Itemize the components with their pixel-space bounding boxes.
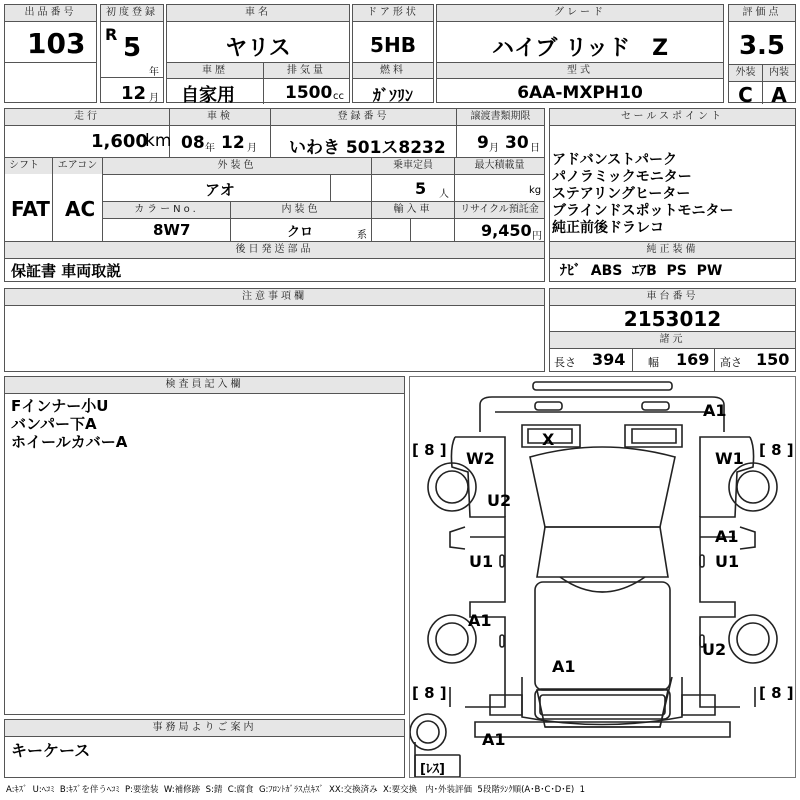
notes-block xyxy=(4,288,545,372)
car-diagram xyxy=(409,376,796,778)
recycle-unit: 円 xyxy=(532,231,542,242)
mark-left-rear-door: A1 xyxy=(468,611,492,630)
tire-front-left: [ 8 ] xyxy=(412,441,447,459)
car-name: ヤリス xyxy=(225,36,291,61)
max-load-label: 最大積載量 xyxy=(455,158,544,174)
grade-cell xyxy=(436,4,724,103)
score-label: 評価点 xyxy=(729,5,795,21)
plate: いわき 501ス8232 xyxy=(289,138,446,158)
exterior-label: 外装 xyxy=(729,65,762,81)
import-label: 輸入車 xyxy=(372,202,454,218)
tire-rear-left: [ 8 ] xyxy=(412,684,447,702)
shift-label: シフト xyxy=(5,158,52,174)
dims-label: 諸元 xyxy=(550,332,795,348)
displacement: 1500 xyxy=(285,83,333,103)
displacement-label: 排気量 xyxy=(264,63,349,79)
car-name-cell xyxy=(166,4,350,106)
tire-front-right: [ 8 ] xyxy=(759,441,794,459)
car-name-label: 車名 xyxy=(167,5,349,21)
ac-label: エアコン xyxy=(53,158,102,174)
recycle: 9,450 xyxy=(481,221,532,240)
legend: A:ｷｽﾞ U:ﾍｺﾐ B:ｷｽﾞを伴うﾍｺﾐ P:要塗装 W:補修跡 S:錆 C:腐食 G:ﾌﾛﾝﾄｶﾞﾗｽ点ｷｽﾞ XX:交換済み X:要交換 内･外装評価 5段階ﾗﾝｸ順(A･B･C･D･E) 1 xyxy=(6,785,586,795)
tire-rear-right: [ 8 ] xyxy=(759,684,794,702)
door-type: 5HB xyxy=(370,33,416,57)
sales-point-4: ブラインドスポットモニター xyxy=(552,203,734,219)
fuel: ｶﾞｿﾘﾝ xyxy=(372,86,413,105)
later-parts-label: 後日発送部品 xyxy=(5,242,544,258)
grade: ハイブ リッド Z xyxy=(491,36,669,61)
displacement-unit: cc xyxy=(333,91,344,102)
interior-grade: A xyxy=(771,83,787,107)
sales-point-1: アドバンストパーク xyxy=(552,152,678,168)
insp-month-unit: 月 xyxy=(247,143,257,154)
color-no: 8W7 xyxy=(153,221,191,239)
door-cell xyxy=(352,4,434,103)
width-label: 幅 xyxy=(648,356,659,369)
car-outline xyxy=(410,377,795,777)
fuel-label: 燃料 xyxy=(353,63,433,79)
first-reg-year: 5 xyxy=(123,33,142,63)
first-reg-label: 初度登録 xyxy=(101,5,163,21)
mark-front-bumper: A1 xyxy=(703,401,727,420)
grade-label: グレード xyxy=(437,5,723,21)
plate-label: 登録番号 xyxy=(271,109,456,125)
transfer-day: 30 xyxy=(505,133,529,153)
chassis-label: 車台番号 xyxy=(550,289,795,305)
transfer-day-unit: 日 xyxy=(530,143,540,154)
equipment-label: 純正装備 xyxy=(550,242,795,258)
office-label: 事務局よりご案内 xyxy=(5,720,404,736)
history-label: 車歴 xyxy=(167,63,263,79)
history: 自家用 xyxy=(181,85,235,106)
inspector-label: 検査員記入欄 xyxy=(5,377,404,393)
ext-color: アオ xyxy=(205,181,235,199)
inspector-line-1: Fインナー小U xyxy=(11,397,109,415)
equipment: ﾅﾋﾞ ABS ｴｱB PS PW xyxy=(560,263,723,279)
sales-point-3: ステアリングヒーター xyxy=(552,186,691,202)
score: 3.5 xyxy=(738,31,786,61)
mark-rear-bumper: A1 xyxy=(482,730,506,749)
chassis-block xyxy=(549,288,796,372)
mileage-unit: km xyxy=(145,131,172,151)
lot-number: 103 xyxy=(27,27,86,60)
int-color-label: 内装色 xyxy=(231,202,371,218)
mark-right-rear-fender: U2 xyxy=(702,640,727,659)
sales-block xyxy=(549,108,796,282)
mileage-label: 走行 xyxy=(5,109,169,125)
sales-label: セールスポイント xyxy=(550,109,795,125)
mark-front-left-wheel: W2 xyxy=(466,449,495,468)
length: 394 xyxy=(592,350,626,369)
mark-right-front-door: A1 xyxy=(715,527,739,546)
insp-year-unit: 年 xyxy=(205,143,215,154)
inspection-year: 08 xyxy=(181,133,205,153)
first-reg-month: 12 xyxy=(121,83,147,104)
notes-label: 注意事項欄 xyxy=(5,289,544,305)
interior-label: 内装 xyxy=(763,65,795,81)
recycle-label: リサイクル預託金 xyxy=(455,202,544,218)
details-block xyxy=(4,108,545,282)
capacity: 5 xyxy=(415,179,427,198)
exterior-grade: C xyxy=(738,83,753,107)
model: 6AA-MXPH10 xyxy=(517,83,643,103)
int-color-unit: 系 xyxy=(357,230,367,241)
max-load-unit: kg xyxy=(529,185,542,196)
spare-tire: [ﾚｽ] xyxy=(420,762,445,777)
score-cell xyxy=(728,4,796,107)
inspector-line-3: ホイールカバーA xyxy=(11,433,128,451)
width: 169 xyxy=(676,350,710,369)
mark-left-front-fender: U2 xyxy=(487,491,512,510)
chassis-number: 2153012 xyxy=(623,307,722,331)
ac: AC xyxy=(65,197,96,221)
shift: FAT xyxy=(11,197,50,221)
mileage: 1,600 xyxy=(91,131,148,152)
lot-cell xyxy=(4,4,97,103)
door-label: ドア形状 xyxy=(353,5,433,21)
capacity-unit: 人 xyxy=(439,189,449,200)
int-color: クロ xyxy=(287,225,314,240)
transfer-month: 9 xyxy=(477,133,489,153)
sales-point-2: パノラミックモニター xyxy=(552,169,692,185)
mark-front-right-wheel: W1 xyxy=(715,449,744,468)
mark-trunk: A1 xyxy=(552,657,576,676)
inspector-line-2: バンパー下A xyxy=(11,415,97,433)
sales-point-5: 純正前後ドラレコ xyxy=(552,220,664,236)
mark-left-front-door: U1 xyxy=(469,552,494,571)
inspection-month: 12 xyxy=(221,133,245,153)
month-unit: 月 xyxy=(149,93,159,104)
lot-label: 出品番号 xyxy=(5,5,96,21)
mark-right-rear-door: U1 xyxy=(715,552,740,571)
first-reg-cell xyxy=(100,4,164,103)
office-text: キーケース xyxy=(11,741,91,760)
inspection-label: 車検 xyxy=(170,109,270,125)
model-label: 型式 xyxy=(437,63,723,79)
ext-color-label: 外装色 xyxy=(103,158,371,174)
capacity-label: 乗車定員 xyxy=(372,158,454,174)
later-parts: 保証書 車両取説 xyxy=(11,262,122,280)
height-label: 高さ xyxy=(720,356,742,369)
mark-hood: X xyxy=(542,430,555,449)
year-unit: 年 xyxy=(149,67,159,78)
color-no-label: カラーNo. xyxy=(103,202,230,218)
transfer-label: 譲渡書類期限 xyxy=(457,109,544,125)
length-label: 長さ xyxy=(554,356,576,369)
height: 150 xyxy=(756,350,790,369)
inspector-block xyxy=(4,376,405,715)
office-block xyxy=(4,719,405,778)
transfer-month-unit: 月 xyxy=(489,143,499,154)
era: R xyxy=(105,25,118,44)
